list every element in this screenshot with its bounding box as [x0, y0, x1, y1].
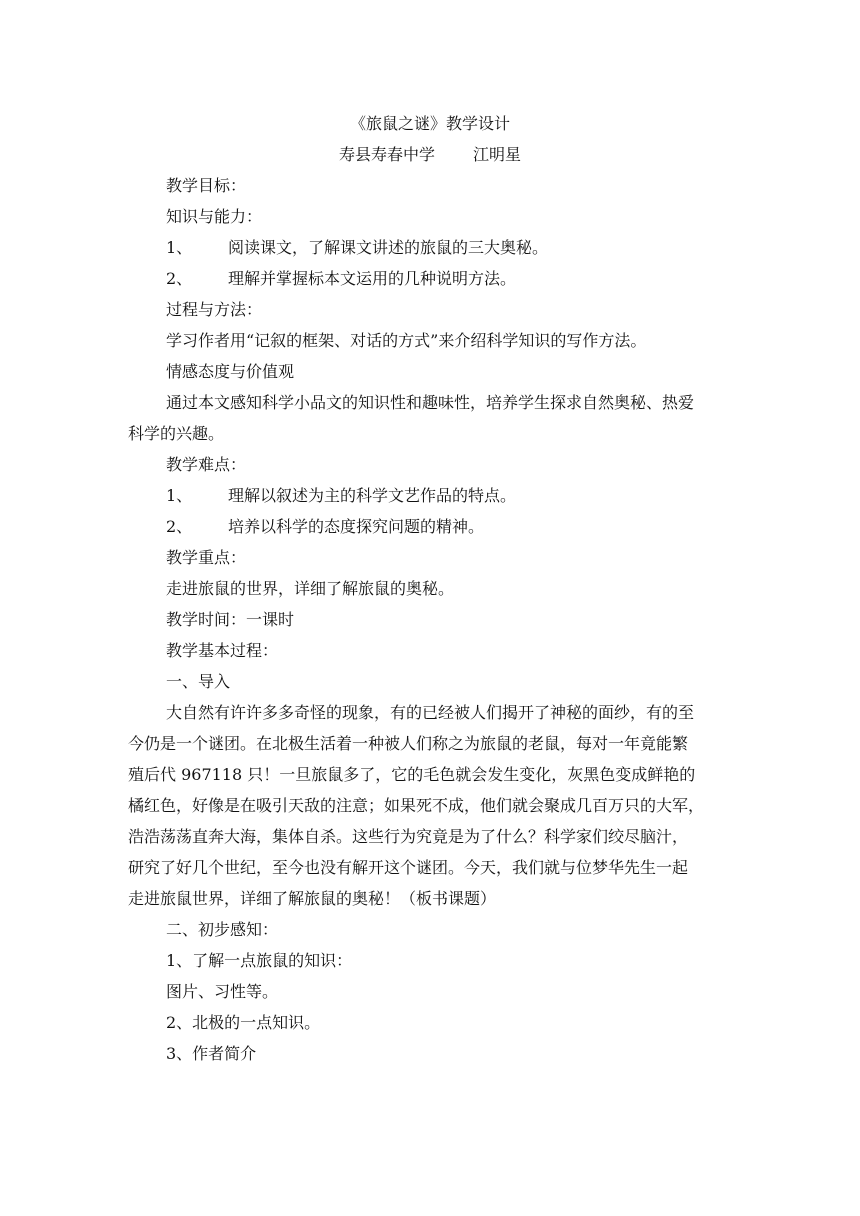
difficulty-item — [166, 486, 516, 506]
author-name: 江明星 — [473, 145, 522, 164]
intro-paragraph-line: 殖后代 967118 只！一旦旅鼠多了，它的毛色就会发生变化，灰黑色变成鲜艳的 — [128, 765, 696, 784]
procedure-heading: 教学基本过程： — [166, 641, 279, 660]
item-number: 2、 — [166, 269, 193, 288]
document-title: 《旅鼠之谜》教学设计 — [349, 114, 510, 133]
author-school: 寿县寿春中学 — [338, 145, 435, 164]
focus-text: 走进旅鼠的世界，详细了解旅鼠的奥秘。 — [166, 579, 455, 598]
difficulty-item — [166, 517, 484, 537]
perceive-item: 3、作者简介 — [166, 1044, 257, 1063]
intro-paragraph-line: 浩浩荡荡直奔大海，集体自杀。这些行为究竟是为了什么？科学家们绞尽脑汁， — [128, 827, 689, 846]
intro-paragraph-line: 研究了好几个世纪，至今也没有解开这个谜团。今天，我们就与位梦华先生一起 — [128, 858, 689, 877]
process-text: 学习作者用“记叙的框架、对话的方式”来介绍科学知识的写作方法。 — [166, 331, 647, 350]
perceive-item: 1、了解一点旅鼠的知识： — [166, 951, 353, 970]
intro-paragraph-line: 橘红色，好像是在吸引天敌的注意；如果死不成，他们就会聚成几百万只的大军， — [128, 796, 705, 815]
item-text: 阅读课文，了解课文讲述的旅鼠的三大奥秘。 — [228, 238, 549, 257]
perceive-item: 2、北极的一点知识。 — [166, 1013, 321, 1032]
intro-paragraph-line: 走进旅鼠世界，详细了解旅鼠的奥秘！（板书课题） — [128, 889, 497, 908]
time-text: 教学时间：一课时 — [166, 610, 295, 629]
item-text: 理解以叙述为主的科学文艺作品的特点。 — [228, 486, 517, 505]
knowledge-heading: 知识与能力： — [166, 207, 263, 226]
knowledge-item — [166, 269, 516, 289]
emotion-text-line: 通过本文感知科学小品文的知识性和趣味性，培养学生探求自然奥秘、热爱 — [166, 393, 695, 412]
item-text: 理解并掌握标本文运用的几种说明方法。 — [228, 269, 517, 288]
goal-heading: 教学目标： — [166, 176, 247, 195]
knowledge-item — [166, 238, 548, 258]
intro-paragraph-line: 大自然有许许多多奇怪的现象，有的已经被人们揭开了神秘的面纱，有的至 — [166, 703, 695, 722]
difficulty-heading: 教学难点： — [166, 455, 247, 474]
focus-heading: 教学重点： — [166, 548, 247, 567]
emotion-heading: 情感态度与价值观 — [166, 362, 295, 381]
intro-paragraph-line: 今仍是一个谜团。在北极生活着一种被人们称之为旅鼠的老鼠，每对一年竟能繁 — [128, 734, 689, 753]
item-number: 2、 — [166, 517, 193, 536]
item-text: 培养以科学的态度探究问题的精神。 — [228, 517, 485, 536]
intro-heading: 一、导入 — [166, 672, 231, 691]
item-number: 1、 — [166, 238, 193, 257]
author-line — [0, 145, 860, 165]
perceive-item-detail: 图片、习性等。 — [166, 982, 279, 1001]
emotion-text-line: 科学的兴趣。 — [128, 424, 225, 443]
item-number: 1、 — [166, 486, 193, 505]
perceive-heading: 二、初步感知： — [166, 920, 279, 939]
process-heading: 过程与方法： — [166, 300, 263, 319]
